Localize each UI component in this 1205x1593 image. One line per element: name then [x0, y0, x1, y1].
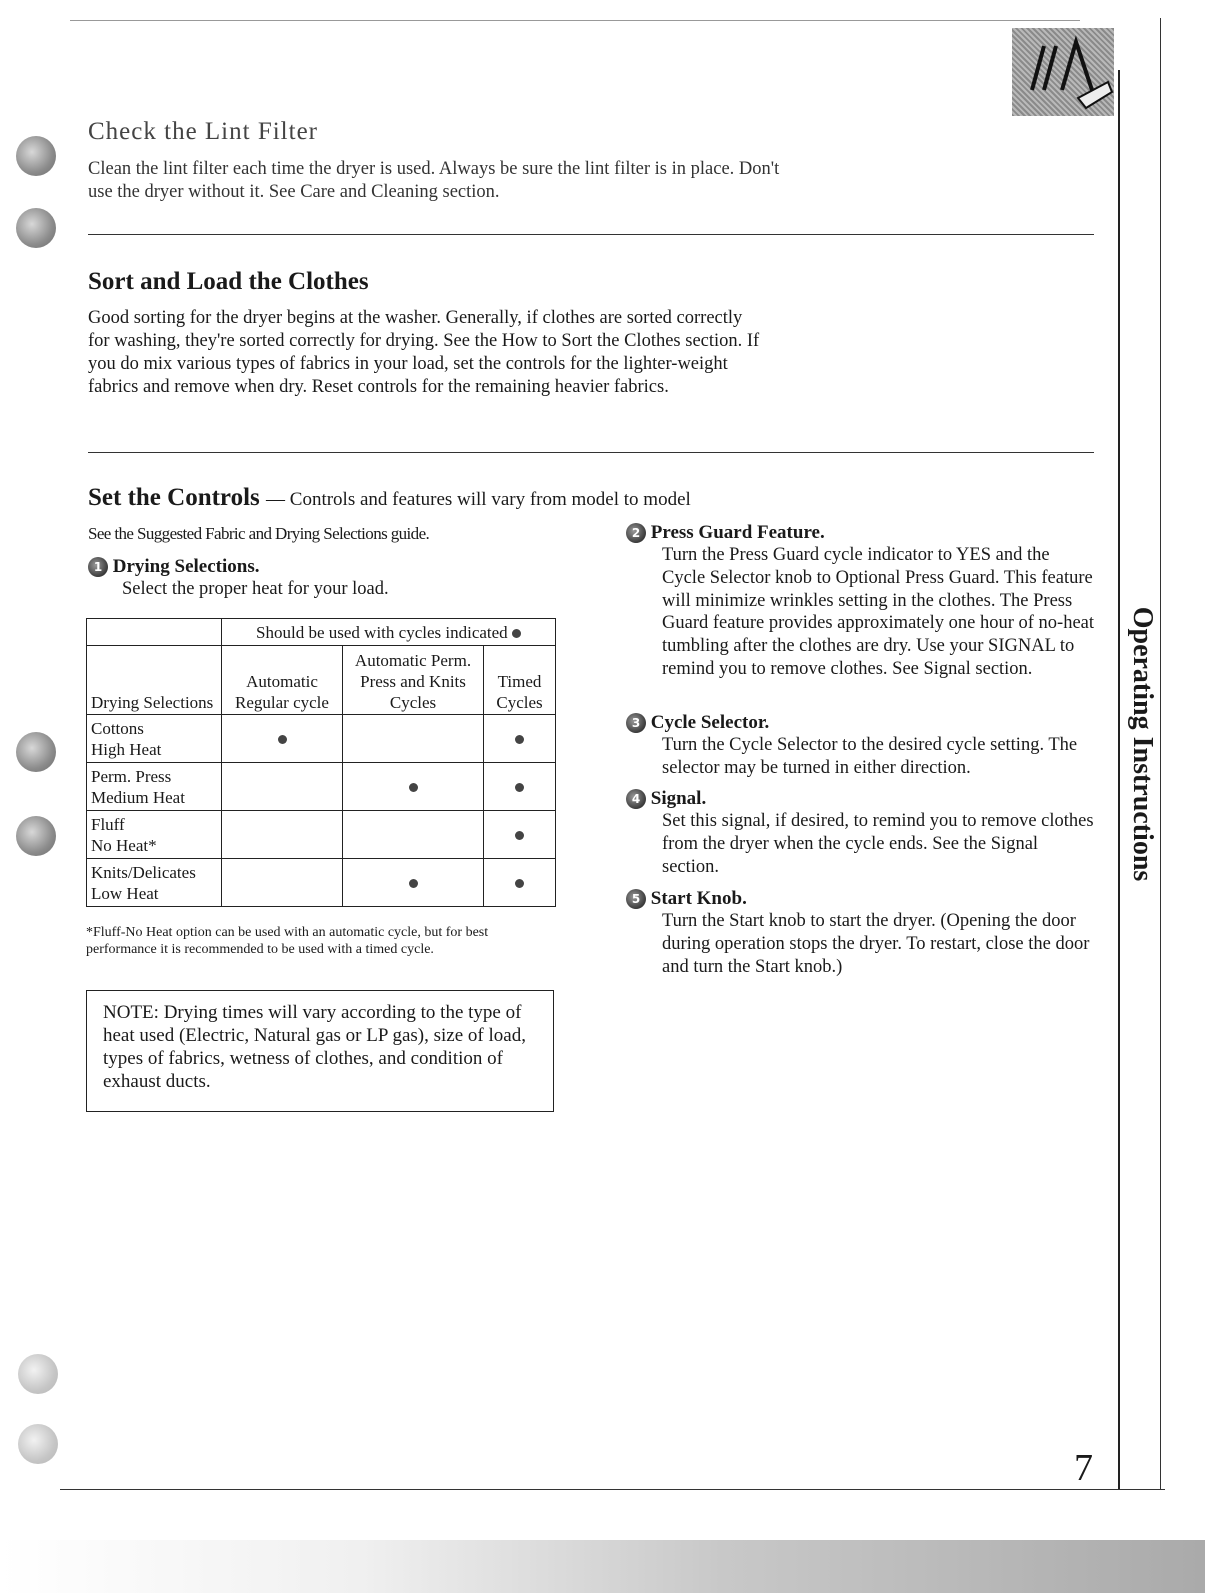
table-header-row: [87, 646, 556, 715]
page-number: 7: [1074, 1447, 1093, 1489]
guide-text: See the Suggested Fabric and Drying Selections guide.: [88, 524, 430, 543]
row-label-2: Low Heat: [91, 883, 159, 903]
number-badge: 4: [626, 789, 646, 809]
mark-cell: [222, 811, 343, 859]
sort-text: Good sorting for the dryer begins at the washer. Generally, if clothes are sorted correctly for washing, they're sorted correctly for drying. See the How to Sort the Clothes section. If you do mix various types of fabrics in your load, set the controls for the lighter-weight fabrics and remove when dry. Reset controls for the remaining heavier fabrics.: [88, 308, 760, 397]
mark-cell: [484, 811, 556, 859]
punch-hole: [18, 1354, 58, 1394]
number-badge: 3: [626, 713, 646, 733]
row-label: [87, 811, 222, 859]
start-knob-section: [626, 888, 1096, 978]
item-heading: [626, 522, 1096, 544]
selection-dot-icon: [515, 783, 524, 792]
scan-artifact-band: [0, 1540, 1205, 1593]
table-top-header: [222, 619, 556, 646]
controls-heading: [88, 484, 691, 512]
selection-dot-icon: [515, 831, 524, 840]
mark-cell: [222, 715, 343, 763]
drying-selections-table: [86, 618, 556, 907]
top-rule: [70, 20, 1080, 21]
row-label-1: Perm. Press: [91, 766, 172, 786]
number-badge: 2: [626, 523, 646, 543]
selection-dot-icon: [409, 783, 418, 792]
item-title: Drying Selections.: [112, 556, 260, 577]
col-header: Timed Cycles: [484, 646, 556, 715]
sort-heading: Sort and Load the Clothes: [88, 268, 369, 295]
row-label-1: Fluff: [91, 814, 125, 834]
item-title: Start Knob.: [650, 888, 747, 909]
mark-cell: [484, 715, 556, 763]
row-label-1: Knits/Delicates: [91, 862, 196, 882]
selection-dot-icon: [515, 879, 524, 888]
row-label: [87, 859, 222, 907]
note-box: [86, 990, 554, 1112]
mark-cell: [343, 811, 484, 859]
divider: [88, 234, 1094, 235]
item-title: Press Guard Feature.: [650, 522, 825, 543]
side-title: [1122, 564, 1162, 924]
mark-cell: [343, 715, 484, 763]
section-logo-icon: [1012, 28, 1114, 116]
side-rule: [1118, 70, 1120, 1490]
item-title: Cycle Selector.: [650, 712, 770, 733]
table-corner: [87, 619, 222, 646]
item-heading: [626, 712, 1096, 734]
mark-cell: [222, 763, 343, 811]
item-title: Signal.: [650, 788, 707, 809]
row-label: [87, 715, 222, 763]
note-text: Drying times will vary according to the type of heat used (Electric, Natural gas or LP gas), size of load, types of fabrics, wetness of clothes, and condition of exhaust ducts.: [103, 1002, 526, 1092]
col-header: Automatic Regular cycle: [222, 646, 343, 715]
drying-selections-title: [88, 556, 259, 578]
selection-dot-icon: [409, 879, 418, 888]
press-guard-section: [626, 522, 1096, 681]
drying-selections-body: Select the proper heat for your load.: [122, 579, 389, 599]
controls-subheading: — Controls and features will vary from model to model: [266, 489, 691, 510]
table-row: [87, 763, 556, 811]
mark-cell: [484, 763, 556, 811]
lint-heading: Check the Lint Filter: [88, 118, 318, 145]
lint-text: Clean the lint filter each time the dryer is used. Always be sure the lint filter is in place. Don't use the dryer without it. See Care and Cleaning section.: [88, 159, 780, 202]
mark-cell: [484, 859, 556, 907]
table-row: [87, 811, 556, 859]
row-label-2: High Heat: [91, 739, 162, 759]
row-label-2: Medium Heat: [91, 787, 185, 807]
bottom-rule: [60, 1489, 1165, 1490]
item-heading: [626, 888, 1096, 910]
cycle-selector-section: [626, 712, 1096, 780]
item-heading: [626, 788, 1096, 810]
row-label: [87, 763, 222, 811]
col-header: Drying Selections: [87, 646, 222, 715]
side-title-text: Operating Instructions: [1127, 606, 1158, 882]
punch-hole: [18, 1424, 58, 1464]
table-row: [87, 859, 556, 907]
item-body: Turn the Start knob to start the dryer. (Opening the door during operation stops the dryer. To restart, close the door and turn the Start knob.): [662, 911, 1090, 977]
mark-cell: [343, 859, 484, 907]
note-label: NOTE:: [103, 1002, 159, 1023]
number-badge: 5: [626, 889, 646, 909]
signal-section: [626, 788, 1096, 878]
item-body: Turn the Press Guard cycle indicator to YES and the Cycle Selector knob to Optional Press Guard. This feature will minimize wrinkles setting in the clothes. The Press Guard feature provides approximately one hour of no-heat tumbling after the clothes are dry. Use your SIGNAL to remind you to remove clothes. See Signal section.: [662, 545, 1095, 679]
row-label-2: No Heat*: [91, 835, 157, 855]
mark-cell: [343, 763, 484, 811]
punch-hole: [16, 208, 56, 248]
punch-hole: [16, 816, 56, 856]
col-header: Automatic Perm. Press and Knits Cycles: [343, 646, 484, 715]
item-body: Set this signal, if desired, to remind you to remove clothes from the dryer when the cycle ends. See the Signal section.: [662, 811, 1094, 877]
table-footnote: *Fluff-No Heat option can be used with an automatic cycle, but for best performance it is recommended to be used with a timed cycle.: [86, 925, 489, 957]
punch-hole: [16, 732, 56, 772]
indicator-dot: [512, 629, 521, 638]
item-body: Turn the Cycle Selector to the desired cycle setting. The selector may be turned in either direction.: [662, 735, 1078, 778]
mark-cell: [222, 859, 343, 907]
selection-dot-icon: [278, 735, 287, 744]
punch-hole: [16, 136, 56, 176]
divider: [88, 452, 1094, 453]
row-label-1: Cottons: [91, 718, 144, 738]
selection-dot-icon: [515, 735, 524, 744]
number-badge: 1: [88, 557, 108, 577]
top-header-label: Should be used with cycles indicated: [256, 622, 508, 642]
controls-title: Set the Controls: [88, 484, 260, 511]
table-row: [87, 715, 556, 763]
